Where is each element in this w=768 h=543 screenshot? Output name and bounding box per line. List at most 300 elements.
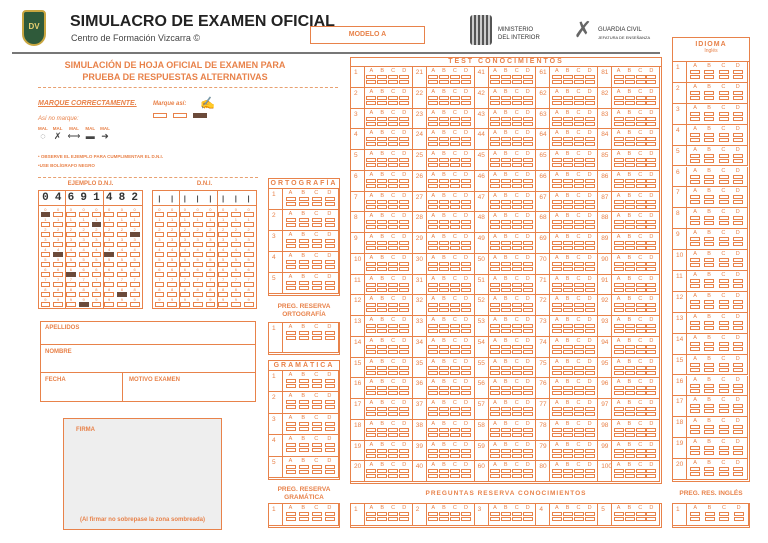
answer-box[interactable] <box>552 303 562 307</box>
answer-box[interactable] <box>461 75 471 79</box>
answer-box[interactable] <box>377 241 387 245</box>
answer-box[interactable] <box>377 345 387 349</box>
answer-box[interactable] <box>625 517 635 521</box>
dni-box[interactable] <box>244 252 254 257</box>
answer-box[interactable] <box>377 80 387 84</box>
answer-box[interactable] <box>388 329 398 333</box>
answer-box[interactable] <box>646 200 656 204</box>
answer-box[interactable] <box>563 101 573 105</box>
answer-box[interactable] <box>366 512 376 516</box>
answer-box[interactable] <box>719 200 729 204</box>
answer-box[interactable] <box>501 329 511 333</box>
answer-box[interactable] <box>428 241 438 245</box>
answer-box[interactable] <box>625 205 635 209</box>
answer-box[interactable] <box>388 283 398 287</box>
answer-box[interactable] <box>733 404 743 408</box>
dni-box[interactable] <box>193 262 203 267</box>
answer-box[interactable] <box>428 101 438 105</box>
dni-box[interactable] <box>218 272 228 277</box>
answer-box[interactable] <box>377 179 387 183</box>
answer-box[interactable] <box>399 246 409 250</box>
answer-box[interactable] <box>614 75 624 79</box>
answer-box[interactable] <box>428 96 438 100</box>
answer-box[interactable] <box>646 329 656 333</box>
answer-box[interactable] <box>733 430 743 434</box>
answer-box[interactable] <box>719 430 729 434</box>
answer-box[interactable] <box>733 70 743 74</box>
answer-box[interactable] <box>312 517 322 521</box>
answer-box[interactable] <box>388 345 398 349</box>
answer-box[interactable] <box>690 70 700 74</box>
answer-box[interactable] <box>399 350 409 354</box>
answer-box[interactable] <box>646 391 656 395</box>
answer-box[interactable] <box>366 80 376 84</box>
answer-box[interactable] <box>286 405 296 409</box>
answer-box[interactable] <box>690 321 700 325</box>
answer-box[interactable] <box>646 350 656 354</box>
answer-box[interactable] <box>325 470 335 474</box>
answer-box[interactable] <box>439 449 449 453</box>
dni-box[interactable] <box>180 222 190 227</box>
answer-box[interactable] <box>461 428 471 432</box>
answer-box[interactable] <box>299 443 309 447</box>
dni-box[interactable] <box>206 302 216 307</box>
answer-box[interactable] <box>646 267 656 271</box>
answer-box[interactable] <box>646 179 656 183</box>
answer-box[interactable] <box>734 517 744 521</box>
answer-box[interactable] <box>705 512 715 516</box>
answer-box[interactable] <box>585 75 595 79</box>
answer-box[interactable] <box>552 200 562 204</box>
answer-box[interactable] <box>450 262 460 266</box>
answer-box[interactable] <box>585 80 595 84</box>
answer-box[interactable] <box>574 386 584 390</box>
answer-box[interactable] <box>366 246 376 250</box>
answer-box[interactable] <box>733 200 743 204</box>
answer-box[interactable] <box>614 449 624 453</box>
answer-box[interactable] <box>490 308 500 312</box>
answer-box[interactable] <box>399 433 409 437</box>
answer-box[interactable] <box>625 225 635 229</box>
answer-box[interactable] <box>733 472 743 476</box>
answer-box[interactable] <box>399 117 409 121</box>
answer-box[interactable] <box>585 225 595 229</box>
dni-box[interactable] <box>231 212 241 217</box>
answer-box[interactable] <box>636 75 646 79</box>
dni-box[interactable] <box>244 212 254 217</box>
answer-box[interactable] <box>733 446 743 450</box>
answer-box[interactable] <box>501 200 511 204</box>
answer-box[interactable] <box>625 449 635 453</box>
answer-box[interactable] <box>377 137 387 141</box>
answer-box[interactable] <box>636 474 646 478</box>
answer-box[interactable] <box>585 101 595 105</box>
dni-box[interactable] <box>155 232 165 237</box>
answer-box[interactable] <box>399 262 409 266</box>
answer-box[interactable] <box>563 75 573 79</box>
answer-box[interactable] <box>490 96 500 100</box>
answer-box[interactable] <box>366 96 376 100</box>
answer-box[interactable] <box>719 446 729 450</box>
answer-box[interactable] <box>399 345 409 349</box>
answer-box[interactable] <box>733 305 743 309</box>
answer-box[interactable] <box>704 326 714 330</box>
answer-box[interactable] <box>490 262 500 266</box>
answer-box[interactable] <box>501 142 511 146</box>
answer-box[interactable] <box>552 433 562 437</box>
answer-box[interactable] <box>439 474 449 478</box>
answer-box[interactable] <box>388 324 398 328</box>
answer-box[interactable] <box>439 163 449 167</box>
answer-box[interactable] <box>733 112 743 116</box>
answer-box[interactable] <box>399 391 409 395</box>
answer-box[interactable] <box>299 517 309 521</box>
answer-box[interactable] <box>704 200 714 204</box>
dni-box[interactable] <box>193 212 203 217</box>
answer-box[interactable] <box>563 469 573 473</box>
answer-box[interactable] <box>512 428 522 432</box>
answer-box[interactable] <box>563 308 573 312</box>
dni-box[interactable] <box>193 282 203 287</box>
answer-box[interactable] <box>585 241 595 245</box>
answer-box[interactable] <box>366 101 376 105</box>
answer-box[interactable] <box>719 175 729 179</box>
answer-box[interactable] <box>636 241 646 245</box>
answer-box[interactable] <box>512 407 522 411</box>
answer-box[interactable] <box>733 180 743 184</box>
answer-box[interactable] <box>646 117 656 121</box>
dni-box[interactable] <box>244 242 254 247</box>
answer-box[interactable] <box>399 205 409 209</box>
answer-box[interactable] <box>490 386 500 390</box>
dni-box[interactable] <box>206 252 216 257</box>
answer-box[interactable] <box>636 80 646 84</box>
answer-box[interactable] <box>439 366 449 370</box>
answer-box[interactable] <box>614 241 624 245</box>
answer-box[interactable] <box>439 184 449 188</box>
answer-box[interactable] <box>636 283 646 287</box>
answer-box[interactable] <box>299 512 309 516</box>
answer-box[interactable] <box>512 142 522 146</box>
answer-box[interactable] <box>574 324 584 328</box>
answer-box[interactable] <box>574 283 584 287</box>
answer-box[interactable] <box>501 220 511 224</box>
answer-box[interactable] <box>552 329 562 333</box>
answer-box[interactable] <box>312 405 322 409</box>
answer-box[interactable] <box>523 122 533 126</box>
answer-box[interactable] <box>512 386 522 390</box>
answer-box[interactable] <box>563 241 573 245</box>
answer-box[interactable] <box>450 158 460 162</box>
answer-box[interactable] <box>512 449 522 453</box>
answer-box[interactable] <box>585 366 595 370</box>
answer-box[interactable] <box>614 122 624 126</box>
answer-box[interactable] <box>439 324 449 328</box>
answer-box[interactable] <box>399 184 409 188</box>
answer-box[interactable] <box>501 324 511 328</box>
answer-box[interactable] <box>585 433 595 437</box>
answer-box[interactable] <box>428 454 438 458</box>
answer-box[interactable] <box>719 237 729 241</box>
answer-box[interactable] <box>501 262 511 266</box>
answer-box[interactable] <box>719 512 729 516</box>
answer-box[interactable] <box>501 454 511 458</box>
answer-box[interactable] <box>690 237 700 241</box>
answer-box[interactable] <box>428 474 438 478</box>
answer-box[interactable] <box>388 137 398 141</box>
answer-box[interactable] <box>501 428 511 432</box>
answer-box[interactable] <box>552 163 562 167</box>
answer-box[interactable] <box>690 175 700 179</box>
answer-box[interactable] <box>574 96 584 100</box>
answer-box[interactable] <box>636 288 646 292</box>
answer-box[interactable] <box>428 184 438 188</box>
answer-box[interactable] <box>636 117 646 121</box>
answer-box[interactable] <box>388 517 398 521</box>
answer-box[interactable] <box>512 75 522 79</box>
answer-box[interactable] <box>312 260 322 264</box>
answer-box[interactable] <box>286 197 296 201</box>
answer-box[interactable] <box>512 158 522 162</box>
answer-box[interactable] <box>377 158 387 162</box>
answer-box[interactable] <box>490 407 500 411</box>
answer-box[interactable] <box>439 220 449 224</box>
answer-box[interactable] <box>690 517 700 521</box>
answer-box[interactable] <box>377 474 387 478</box>
answer-box[interactable] <box>646 303 656 307</box>
answer-box[interactable] <box>625 407 635 411</box>
answer-box[interactable] <box>704 472 714 476</box>
answer-box[interactable] <box>690 384 700 388</box>
answer-box[interactable] <box>614 469 624 473</box>
answer-box[interactable] <box>450 517 460 521</box>
answer-box[interactable] <box>690 154 700 158</box>
answer-box[interactable] <box>636 324 646 328</box>
answer-box[interactable] <box>646 454 656 458</box>
answer-box[interactable] <box>377 324 387 328</box>
answer-box[interactable] <box>428 163 438 167</box>
answer-box[interactable] <box>388 200 398 204</box>
answer-box[interactable] <box>585 142 595 146</box>
answer-box[interactable] <box>461 241 471 245</box>
answer-box[interactable] <box>490 288 500 292</box>
answer-box[interactable] <box>625 246 635 250</box>
answer-box[interactable] <box>574 391 584 395</box>
answer-box[interactable] <box>286 400 296 404</box>
answer-box[interactable] <box>552 80 562 84</box>
answer-box[interactable] <box>428 75 438 79</box>
answer-box[interactable] <box>366 283 376 287</box>
answer-box[interactable] <box>646 345 656 349</box>
answer-box[interactable] <box>490 137 500 141</box>
answer-box[interactable] <box>366 288 376 292</box>
answer-box[interactable] <box>377 200 387 204</box>
answer-box[interactable] <box>366 428 376 432</box>
answer-box[interactable] <box>286 448 296 452</box>
dni-box[interactable] <box>155 292 165 297</box>
answer-box[interactable] <box>625 262 635 266</box>
answer-box[interactable] <box>719 91 729 95</box>
answer-box[interactable] <box>523 101 533 105</box>
answer-box[interactable] <box>325 286 335 290</box>
answer-box[interactable] <box>325 379 335 383</box>
answer-box[interactable] <box>377 454 387 458</box>
answer-box[interactable] <box>614 433 624 437</box>
answer-box[interactable] <box>704 300 714 304</box>
answer-box[interactable] <box>399 407 409 411</box>
answer-box[interactable] <box>377 469 387 473</box>
answer-box[interactable] <box>614 324 624 328</box>
answer-box[interactable] <box>552 469 562 473</box>
answer-box[interactable] <box>299 244 309 248</box>
dni-box[interactable] <box>231 232 241 237</box>
answer-box[interactable] <box>646 449 656 453</box>
answer-box[interactable] <box>563 350 573 354</box>
answer-box[interactable] <box>614 412 624 416</box>
answer-box[interactable] <box>461 262 471 266</box>
answer-box[interactable] <box>501 303 511 307</box>
answer-box[interactable] <box>690 430 700 434</box>
answer-box[interactable] <box>646 101 656 105</box>
answer-box[interactable] <box>563 137 573 141</box>
answer-box[interactable] <box>366 262 376 266</box>
answer-box[interactable] <box>614 288 624 292</box>
answer-box[interactable] <box>690 159 700 163</box>
answer-box[interactable] <box>366 449 376 453</box>
answer-box[interactable] <box>377 329 387 333</box>
answer-box[interactable] <box>461 137 471 141</box>
answer-box[interactable] <box>299 281 309 285</box>
answer-box[interactable] <box>501 137 511 141</box>
answer-box[interactable] <box>704 133 714 137</box>
answer-box[interactable] <box>450 350 460 354</box>
answer-box[interactable] <box>461 517 471 521</box>
answer-box[interactable] <box>377 350 387 354</box>
answer-box[interactable] <box>388 184 398 188</box>
answer-box[interactable] <box>501 163 511 167</box>
answer-box[interactable] <box>585 517 595 521</box>
answer-box[interactable] <box>399 75 409 79</box>
answer-box[interactable] <box>552 428 562 432</box>
answer-box[interactable] <box>719 451 729 455</box>
answer-box[interactable] <box>733 91 743 95</box>
answer-box[interactable] <box>461 407 471 411</box>
answer-box[interactable] <box>719 384 729 388</box>
answer-box[interactable] <box>690 326 700 330</box>
answer-box[interactable] <box>325 443 335 447</box>
answer-box[interactable] <box>325 336 335 340</box>
answer-box[interactable] <box>585 262 595 266</box>
answer-box[interactable] <box>625 220 635 224</box>
dni-box[interactable] <box>206 222 216 227</box>
answer-box[interactable] <box>366 469 376 473</box>
answer-box[interactable] <box>614 101 624 105</box>
dni-box[interactable] <box>218 292 228 297</box>
dni-box[interactable] <box>231 252 241 257</box>
answer-box[interactable] <box>286 260 296 264</box>
answer-box[interactable] <box>646 137 656 141</box>
answer-box[interactable] <box>552 75 562 79</box>
answer-box[interactable] <box>563 433 573 437</box>
answer-box[interactable] <box>286 336 296 340</box>
answer-box[interactable] <box>523 329 533 333</box>
answer-box[interactable] <box>450 184 460 188</box>
dni-box[interactable] <box>206 282 216 287</box>
answer-box[interactable] <box>523 262 533 266</box>
answer-box[interactable] <box>512 454 522 458</box>
answer-box[interactable] <box>563 366 573 370</box>
answer-box[interactable] <box>501 391 511 395</box>
answer-box[interactable] <box>461 288 471 292</box>
answer-box[interactable] <box>574 101 584 105</box>
answer-box[interactable] <box>646 517 656 521</box>
answer-box[interactable] <box>461 200 471 204</box>
answer-box[interactable] <box>399 241 409 245</box>
answer-box[interactable] <box>512 366 522 370</box>
answer-box[interactable] <box>428 137 438 141</box>
answer-box[interactable] <box>563 303 573 307</box>
answer-box[interactable] <box>733 300 743 304</box>
answer-box[interactable] <box>636 158 646 162</box>
answer-box[interactable] <box>461 391 471 395</box>
answer-box[interactable] <box>733 263 743 267</box>
answer-box[interactable] <box>523 517 533 521</box>
dni-box[interactable] <box>244 222 254 227</box>
answer-box[interactable] <box>366 371 376 375</box>
answer-box[interactable] <box>501 122 511 126</box>
answer-box[interactable] <box>690 138 700 142</box>
answer-box[interactable] <box>439 137 449 141</box>
answer-box[interactable] <box>704 430 714 434</box>
answer-box[interactable] <box>501 225 511 229</box>
answer-box[interactable] <box>523 283 533 287</box>
answer-box[interactable] <box>312 244 322 248</box>
answer-box[interactable] <box>439 225 449 229</box>
answer-box[interactable] <box>733 284 743 288</box>
answer-box[interactable] <box>388 267 398 271</box>
answer-box[interactable] <box>325 512 335 516</box>
answer-box[interactable] <box>574 267 584 271</box>
answer-box[interactable] <box>461 469 471 473</box>
answer-box[interactable] <box>523 75 533 79</box>
answer-box[interactable] <box>439 512 449 516</box>
answer-box[interactable] <box>585 329 595 333</box>
answer-box[interactable] <box>450 200 460 204</box>
answer-box[interactable] <box>501 517 511 521</box>
answer-box[interactable] <box>574 158 584 162</box>
answer-box[interactable] <box>366 391 376 395</box>
answer-box[interactable] <box>428 267 438 271</box>
answer-box[interactable] <box>366 137 376 141</box>
answer-box[interactable] <box>646 386 656 390</box>
answer-box[interactable] <box>325 239 335 243</box>
answer-box[interactable] <box>625 366 635 370</box>
answer-box[interactable] <box>574 137 584 141</box>
answer-box[interactable] <box>388 308 398 312</box>
answer-box[interactable] <box>552 184 562 188</box>
answer-box[interactable] <box>439 288 449 292</box>
answer-box[interactable] <box>312 218 322 222</box>
answer-box[interactable] <box>377 225 387 229</box>
answer-box[interactable] <box>704 446 714 450</box>
dni-box[interactable] <box>155 262 165 267</box>
answer-box[interactable] <box>690 96 700 100</box>
answer-box[interactable] <box>719 159 729 163</box>
answer-box[interactable] <box>614 137 624 141</box>
dni-box[interactable] <box>167 242 177 247</box>
answer-box[interactable] <box>377 428 387 432</box>
answer-box[interactable] <box>690 221 700 225</box>
